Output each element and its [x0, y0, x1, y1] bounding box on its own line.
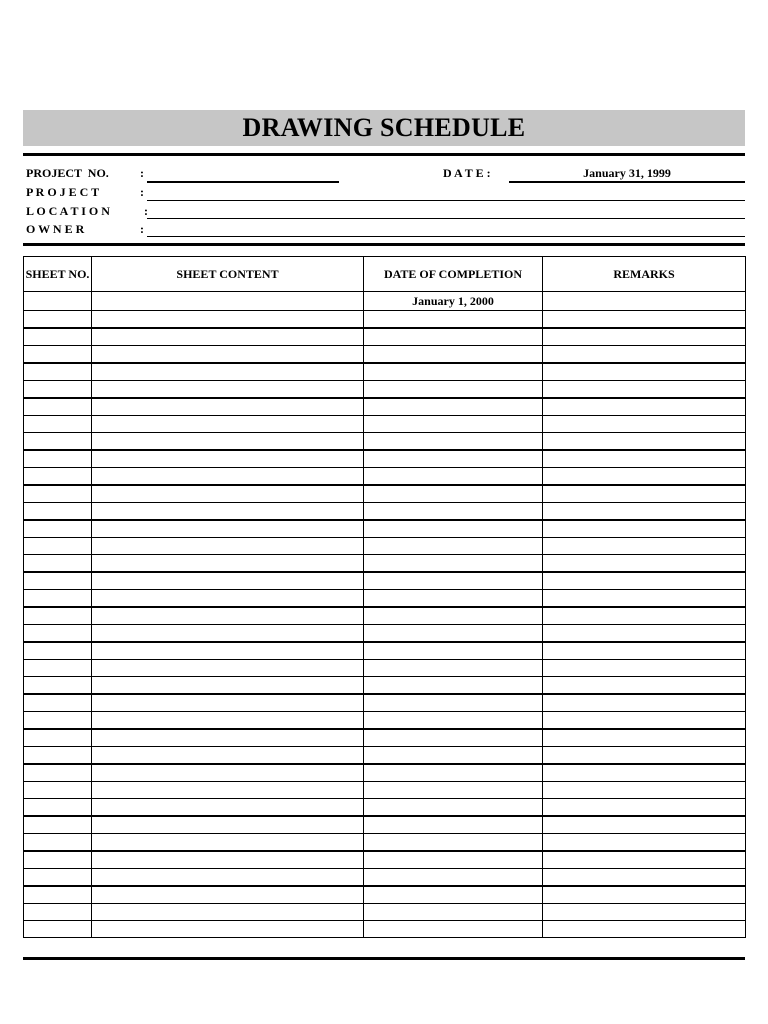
remarks-cell[interactable] [543, 346, 746, 364]
table-row [24, 625, 746, 643]
date-of-completion-cell[interactable] [364, 398, 543, 416]
sheet-no-cell[interactable] [24, 799, 92, 817]
title-bar [23, 110, 745, 146]
date-of-completion-cell[interactable] [364, 921, 543, 938]
date-of-completion-cell[interactable]: January 1, 2000 [364, 292, 543, 311]
sheet-no-cell[interactable] [24, 292, 92, 311]
date-of-completion-cell[interactable] [364, 642, 543, 660]
sheet-no-cell[interactable] [24, 851, 92, 869]
sheet-content-cell[interactable] [92, 416, 364, 433]
remarks-cell[interactable] [543, 398, 746, 416]
date-of-completion-cell[interactable] [364, 328, 543, 346]
sheet-no-cell[interactable] [24, 834, 92, 852]
table-row [24, 468, 746, 486]
sheet-content-cell[interactable] [92, 834, 364, 852]
remarks-cell[interactable] [543, 642, 746, 660]
date-of-completion-cell[interactable] [364, 381, 543, 399]
remarks-cell[interactable] [543, 572, 746, 590]
col-header-sheet-no: SHEET NO. [24, 257, 92, 292]
sheet-content-cell[interactable] [92, 520, 364, 538]
table-row [24, 292, 746, 311]
remarks-cell[interactable] [543, 660, 746, 677]
remarks-cell[interactable] [543, 485, 746, 503]
sheet-content-cell[interactable] [92, 660, 364, 677]
remarks-cell[interactable] [543, 381, 746, 399]
date-of-completion-cell[interactable] [364, 851, 543, 869]
sheet-content-cell[interactable] [92, 398, 364, 416]
sheet-no-cell[interactable] [24, 433, 92, 451]
table-row [24, 398, 746, 416]
remarks-cell[interactable] [543, 729, 746, 747]
table-row [24, 572, 746, 590]
col-header-remarks: REMARKS [543, 257, 746, 292]
remarks-cell[interactable] [543, 468, 746, 486]
remarks-cell[interactable] [543, 694, 746, 712]
form-title: DRAWING SCHEDULE [242, 113, 526, 142]
sheet-content-cell[interactable] [92, 363, 364, 381]
table-row [24, 485, 746, 503]
remarks-cell[interactable] [543, 292, 746, 311]
sheet-content-cell[interactable] [92, 590, 364, 608]
table-row [24, 764, 746, 782]
table-row [24, 381, 746, 399]
table-row [24, 555, 746, 573]
table-row [24, 311, 746, 329]
remarks-cell[interactable] [543, 886, 746, 904]
sheet-content-cell[interactable] [92, 921, 364, 938]
sheet-content-cell[interactable] [92, 642, 364, 660]
project-colon: : [140, 185, 144, 199]
table-header-row [24, 257, 746, 292]
sheet-content-cell[interactable] [92, 747, 364, 765]
sheet-no-cell[interactable] [24, 677, 92, 695]
sheet-no-cell[interactable] [24, 555, 92, 573]
remarks-cell[interactable] [543, 747, 746, 765]
remarks-cell[interactable] [543, 764, 746, 782]
date-label: D A T E : [443, 166, 491, 180]
date-of-completion-cell[interactable] [364, 311, 543, 329]
table-row [24, 607, 746, 625]
table-row [24, 503, 746, 521]
col-header-sheet-content: SHEET CONTENT [92, 257, 364, 292]
sheet-content-cell[interactable] [92, 816, 364, 834]
sheet-no-cell[interactable] [24, 450, 92, 468]
remarks-cell[interactable] [543, 538, 746, 555]
owner-field[interactable] [147, 236, 745, 237]
table-row [24, 851, 746, 869]
sheet-content-cell[interactable] [92, 764, 364, 782]
sheet-content-cell[interactable] [92, 485, 364, 503]
sheet-no-cell[interactable] [24, 782, 92, 799]
sheet-content-cell[interactable] [92, 694, 364, 712]
remarks-cell[interactable] [543, 625, 746, 643]
sheet-no-cell[interactable] [24, 642, 92, 660]
date-of-completion-cell[interactable] [364, 816, 543, 834]
remarks-cell[interactable] [543, 450, 746, 468]
col-header-date-of-completion: DATE OF COMPLETION [364, 257, 543, 292]
date-of-completion-cell[interactable] [364, 694, 543, 712]
project-no-field[interactable] [147, 181, 339, 183]
sheet-content-cell[interactable] [92, 450, 364, 468]
table-row [24, 886, 746, 904]
table-row [24, 904, 746, 921]
sheet-content-cell[interactable] [92, 677, 364, 695]
date-of-completion-cell[interactable] [364, 433, 543, 451]
table-row [24, 816, 746, 834]
sheet-no-cell[interactable] [24, 921, 92, 938]
remarks-cell[interactable] [543, 607, 746, 625]
remarks-cell[interactable] [543, 782, 746, 799]
sheet-content-cell[interactable] [92, 904, 364, 921]
date-of-completion-cell[interactable] [364, 346, 543, 364]
sheet-no-cell[interactable] [24, 694, 92, 712]
table-row [24, 538, 746, 555]
date-of-completion-cell[interactable] [364, 799, 543, 817]
sheet-content-cell[interactable] [92, 468, 364, 486]
location-label: L O C A T I O N [26, 204, 110, 218]
table-row [24, 416, 746, 433]
table-row [24, 590, 746, 608]
sheet-no-cell[interactable] [24, 398, 92, 416]
remarks-cell[interactable] [543, 328, 746, 346]
sheet-content-cell[interactable] [92, 346, 364, 364]
sheet-no-cell[interactable] [24, 346, 92, 364]
sheet-content-cell[interactable] [92, 381, 364, 399]
sheet-content-cell[interactable] [92, 729, 364, 747]
remarks-cell[interactable] [543, 712, 746, 730]
table-row [24, 328, 746, 346]
drawing-schedule-table [23, 256, 746, 938]
remarks-cell[interactable] [543, 433, 746, 451]
sheet-content-cell[interactable] [92, 503, 364, 521]
table-row [24, 433, 746, 451]
date-of-completion-cell[interactable] [364, 538, 543, 555]
sheet-content-cell[interactable] [92, 886, 364, 904]
owner-label: O W N E R [26, 222, 85, 236]
table-row [24, 834, 746, 852]
sheet-no-cell[interactable] [24, 538, 92, 555]
sheet-no-cell[interactable] [24, 468, 92, 486]
remarks-cell[interactable] [543, 816, 746, 834]
sheet-no-cell[interactable] [24, 729, 92, 747]
sheet-no-cell[interactable] [24, 886, 92, 904]
sheet-content-cell[interactable] [92, 869, 364, 887]
table-row [24, 660, 746, 677]
table-row [24, 363, 746, 381]
table-row [24, 729, 746, 747]
sheet-content-cell[interactable] [92, 433, 364, 451]
table-row [24, 712, 746, 730]
owner-colon: : [140, 222, 144, 236]
date-of-completion-cell[interactable] [364, 416, 543, 433]
date-of-completion-cell[interactable] [364, 869, 543, 887]
sheet-no-cell[interactable] [24, 381, 92, 399]
date-of-completion-cell[interactable] [364, 607, 543, 625]
date-of-completion-cell[interactable] [364, 712, 543, 730]
sheet-content-cell[interactable] [92, 555, 364, 573]
sheet-no-cell[interactable] [24, 416, 92, 433]
sheet-content-cell[interactable] [92, 799, 364, 817]
date-of-completion-cell[interactable] [364, 503, 543, 521]
project-no-label: PROJECT NO. [26, 166, 109, 180]
table-row [24, 346, 746, 364]
date-of-completion-cell[interactable] [364, 764, 543, 782]
remarks-cell[interactable] [543, 851, 746, 869]
table-row [24, 642, 746, 660]
date-of-completion-cell[interactable] [364, 590, 543, 608]
date-of-completion-cell[interactable] [364, 468, 543, 486]
sheet-no-cell[interactable] [24, 485, 92, 503]
table-row [24, 694, 746, 712]
sheet-no-cell[interactable] [24, 747, 92, 765]
project-field[interactable] [147, 200, 745, 201]
table-row [24, 921, 746, 938]
remarks-cell[interactable] [543, 555, 746, 573]
date-of-completion-cell[interactable] [364, 747, 543, 765]
remarks-cell[interactable] [543, 503, 746, 521]
sheet-no-cell[interactable] [24, 869, 92, 887]
sheet-no-cell[interactable] [24, 660, 92, 677]
table-body [24, 292, 746, 938]
date-of-completion-cell[interactable] [364, 625, 543, 643]
date-of-completion-cell[interactable] [364, 660, 543, 677]
date-of-completion-cell[interactable] [364, 904, 543, 921]
date-of-completion-cell[interactable] [364, 520, 543, 538]
sheet-no-cell[interactable] [24, 311, 92, 329]
remarks-cell[interactable] [543, 834, 746, 852]
sheet-no-cell[interactable] [24, 712, 92, 730]
project-label: P R O J E C T [26, 185, 100, 199]
remarks-cell[interactable] [543, 311, 746, 329]
sheet-content-cell[interactable] [92, 851, 364, 869]
date-of-completion-cell[interactable] [364, 572, 543, 590]
sheet-content-cell[interactable] [92, 328, 364, 346]
remarks-cell[interactable] [543, 904, 746, 921]
sheet-content-cell[interactable] [92, 782, 364, 799]
location-field[interactable] [147, 218, 745, 219]
remarks-cell[interactable] [543, 677, 746, 695]
sheet-no-cell[interactable] [24, 590, 92, 608]
sheet-content-cell[interactable] [92, 538, 364, 555]
header-bottom-rule [23, 243, 745, 246]
table-row [24, 782, 746, 799]
date-of-completion-cell[interactable] [364, 782, 543, 799]
project-no-colon: : [140, 166, 144, 180]
remarks-cell[interactable] [543, 921, 746, 938]
remarks-cell[interactable] [543, 520, 746, 538]
date-of-completion-cell[interactable] [364, 363, 543, 381]
table-row [24, 677, 746, 695]
sheet-no-cell[interactable] [24, 328, 92, 346]
sheet-content-cell[interactable] [92, 625, 364, 643]
table-row [24, 520, 746, 538]
date-of-completion-cell[interactable] [364, 450, 543, 468]
date-of-completion-cell[interactable] [364, 886, 543, 904]
table-row [24, 450, 746, 468]
date-of-completion-cell[interactable] [364, 555, 543, 573]
remarks-cell[interactable] [543, 363, 746, 381]
sheet-content-cell[interactable] [92, 311, 364, 329]
date-of-completion-cell[interactable] [364, 677, 543, 695]
sheet-content-cell[interactable] [92, 572, 364, 590]
header-top-rule [23, 153, 745, 156]
table-row [24, 869, 746, 887]
sheet-content-cell[interactable] [92, 292, 364, 311]
table-row [24, 799, 746, 817]
sheet-no-cell[interactable] [24, 520, 92, 538]
location-colon: : [144, 204, 148, 218]
sheet-no-cell[interactable] [24, 625, 92, 643]
sheet-content-cell[interactable] [92, 712, 364, 730]
sheet-no-cell[interactable] [24, 607, 92, 625]
date-value[interactable]: January 31, 1999 [583, 166, 671, 180]
date-of-completion-cell[interactable] [364, 729, 543, 747]
sheet-content-cell[interactable] [92, 607, 364, 625]
remarks-cell[interactable] [543, 869, 746, 887]
remarks-cell[interactable] [543, 799, 746, 817]
date-of-completion-cell[interactable] [364, 485, 543, 503]
table-row [24, 747, 746, 765]
sheet-no-cell[interactable] [24, 816, 92, 834]
remarks-cell[interactable] [543, 416, 746, 433]
footer-rule [23, 957, 745, 960]
sheet-no-cell[interactable] [24, 904, 92, 921]
date-field-line [509, 181, 745, 183]
remarks-cell[interactable] [543, 590, 746, 608]
sheet-no-cell[interactable] [24, 764, 92, 782]
sheet-no-cell[interactable] [24, 363, 92, 381]
date-of-completion-cell[interactable] [364, 834, 543, 852]
sheet-no-cell[interactable] [24, 503, 92, 521]
sheet-no-cell[interactable] [24, 572, 92, 590]
